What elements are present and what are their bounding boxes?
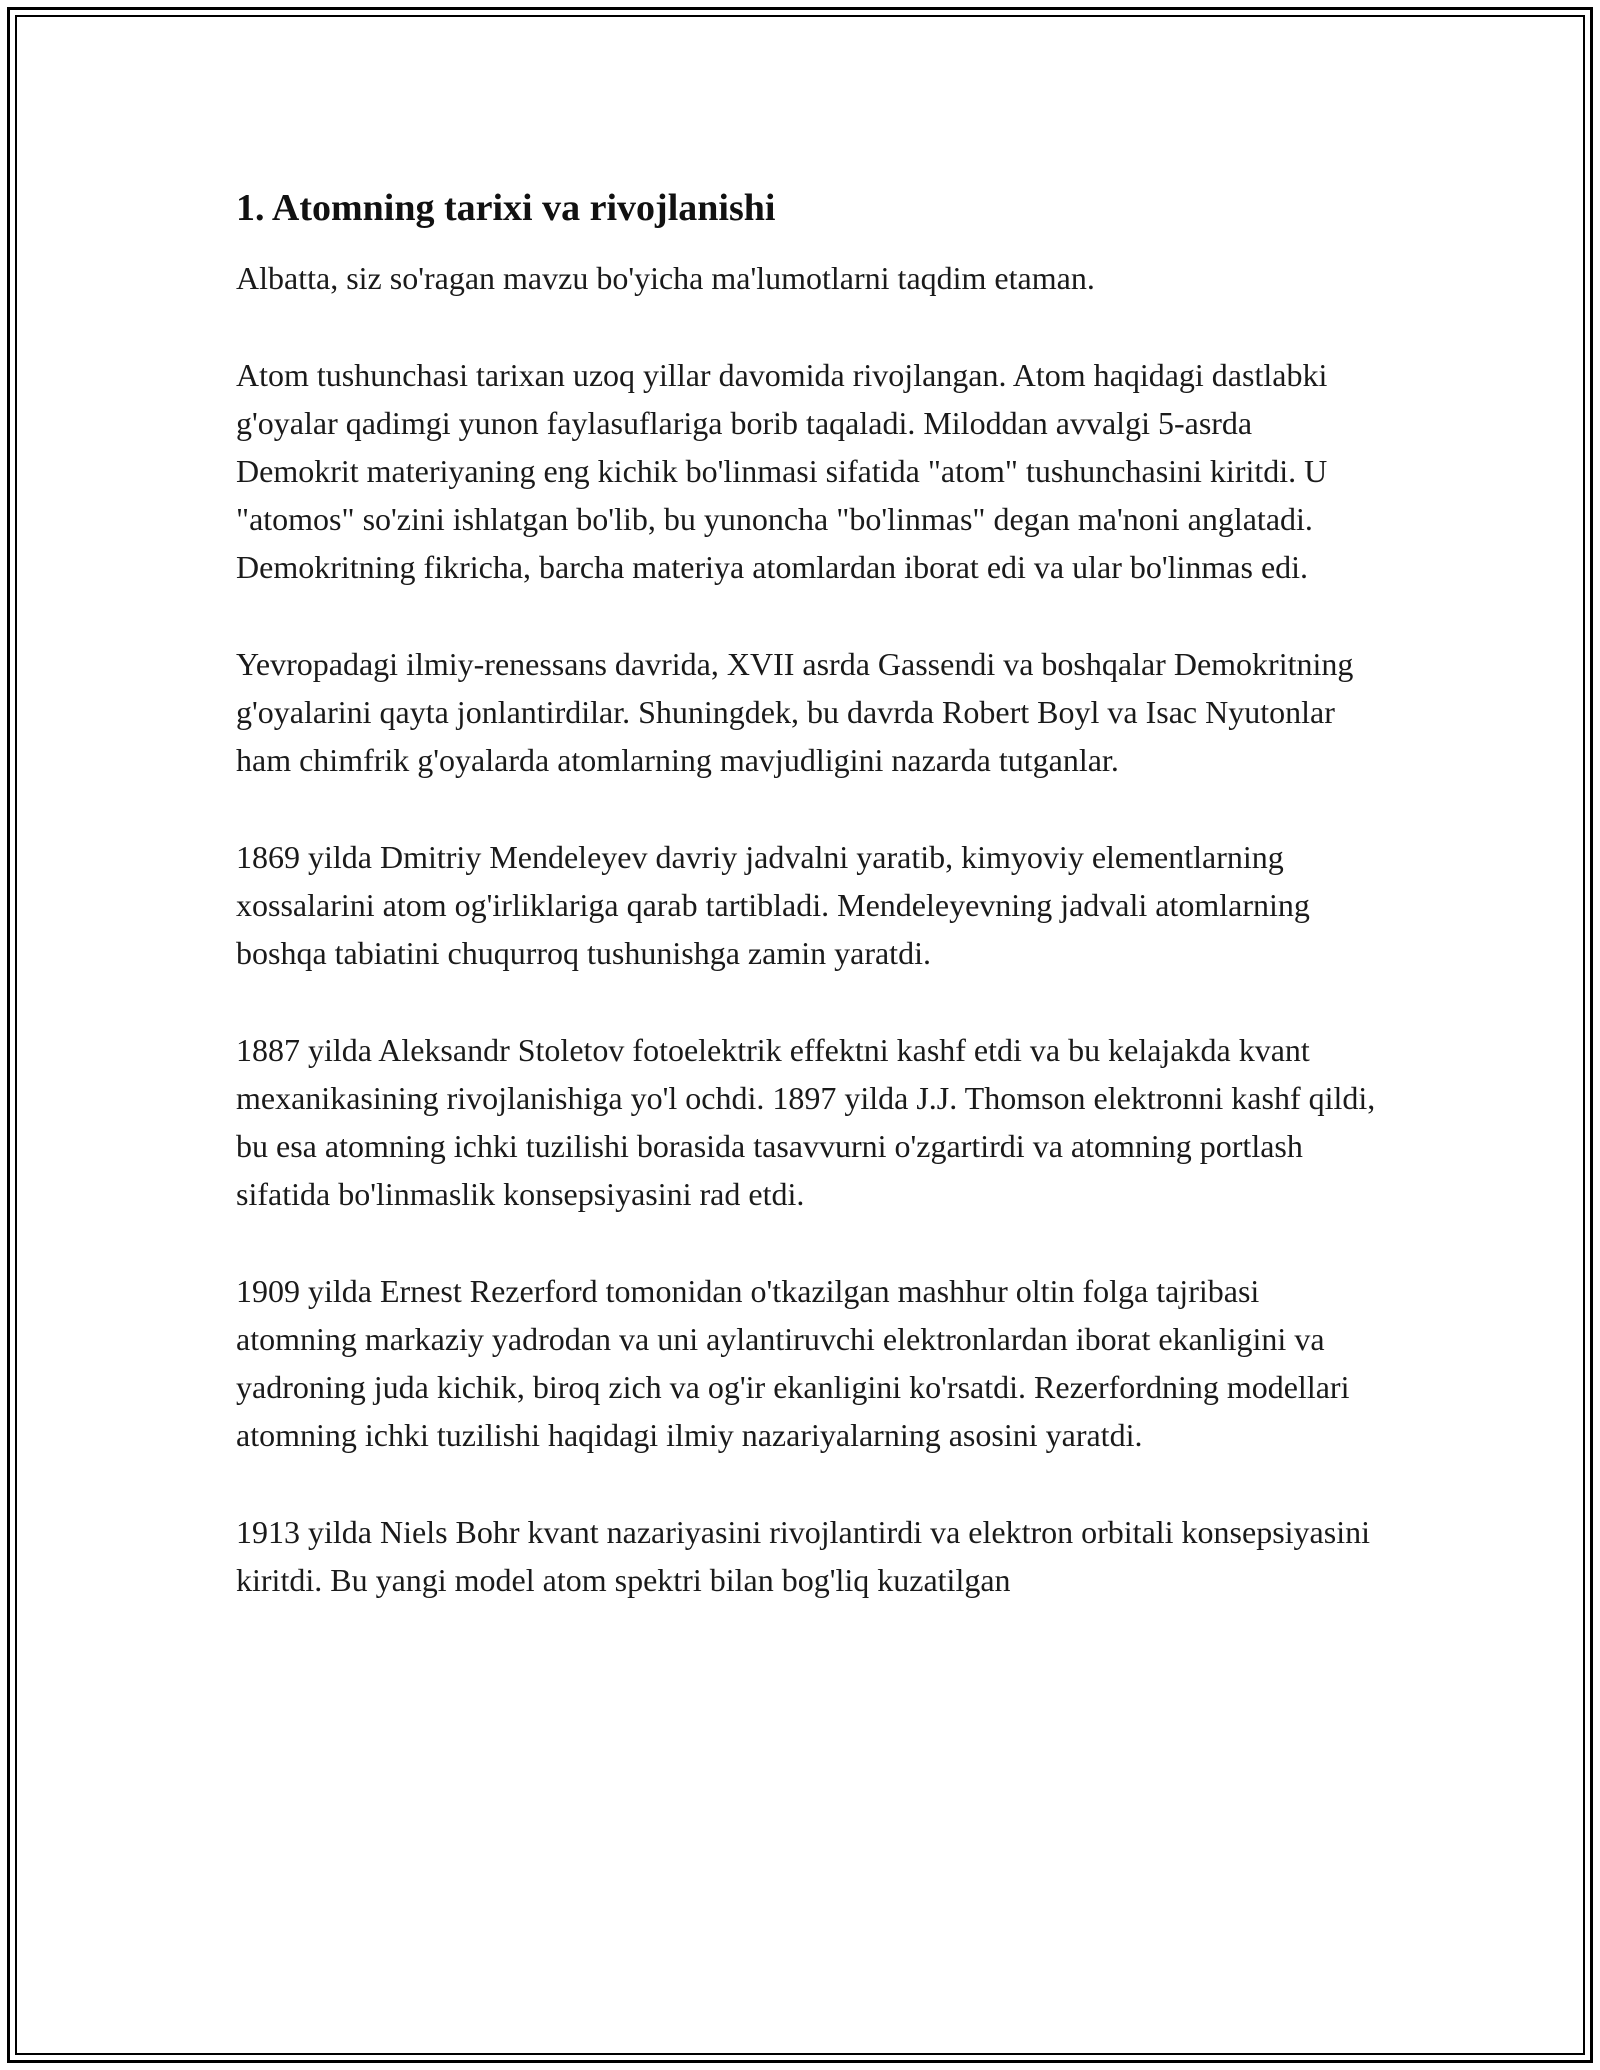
paragraph-intro: Albatta, siz so'ragan mavzu bo'yicha ma'lumotlarni taqdim etaman. — [236, 260, 1095, 296]
paragraph-stoletov-thomson: 1887 yilda Aleksandr Stoletov fotoelektrik effektni kashf etdi va bu kelajakda kvant mexanikasining rivojlanishiga yo'l ochdi. 1897 yilda J.J. Thomson elektronni kashf qildi, bu esa atomning ichki tuzilishi borasida tasavvurni o'zgartirdi va atomning portlash sifatida bo'linmaslik konsepsiyasini rad etdi. — [236, 1032, 1376, 1212]
paragraph-renaissance: Yevropadagi ilmiy-renessans davrida, XVII asrda Gassendi va boshqalar Demokritning g'oyalarini qayta jonlantirdilar. Shuningdek, bu davrda Robert Boyl va Isac Nyutonlar ham chimfrik g'oyalarda atomlarning mavjudligini nazarda tutganlar. — [236, 646, 1354, 778]
section-title: 1. Atomning tarixi va rivojlanishi — [236, 187, 776, 229]
paragraph-rutherford: 1909 yilda Ernest Rezerford tomonidan o'tkazilgan mashhur oltin folga tajribasi atomning markaziy yadrodan va uni aylantiruvchi elektronlardan iborat ekanligini va yadroning juda kichik, biroq zich va og'ir ekanligini ko'rsatdi. Rezerfordning modellari atomning ichki tuzilishi haqidagi ilmiy nazariyalarning asosini yaratdi. — [236, 1273, 1350, 1453]
paragraph-mendeleev: 1869 yilda Dmitriy Mendeleyev davriy jadvalni yaratib, kimyoviy elementlarning xossalarini atom og'irliklariga qarab tartibladi. Mendeleyevning jadvali atomlarning boshqa tabiatini chuqurroq tushunishga zamin yaratdi. — [236, 839, 1310, 971]
document-body — [236, 184, 1376, 1653]
paragraph-democritus: Atom tushunchasi tarixan uzoq yillar davomida rivojlangan. Atom haqidagi dastlabki g'oyalar qadimgi yunon faylasuflariga borib taqaladi. Miloddan avvalgi 5-asrda Demokrit materiyaning eng kichik bo'linmasi sifatida "atom" tushunchasini kiritdi. U "atomos" so'zini ishlatgan bo'lib, bu yunoncha "bo'linmas" degan ma'noni anglatadi. Demokritning fikricha, barcha materiya atomlardan iborat edi va ular bo'linmas edi. — [236, 357, 1328, 585]
paragraph-bohr: 1913 yilda Niels Bohr kvant nazariyasini rivojlantirdi va elektron orbitali konsepsiyasini kiritdi. Bu yangi model atom spektri bilan bog'liq kuzatilgan — [236, 1514, 1370, 1598]
